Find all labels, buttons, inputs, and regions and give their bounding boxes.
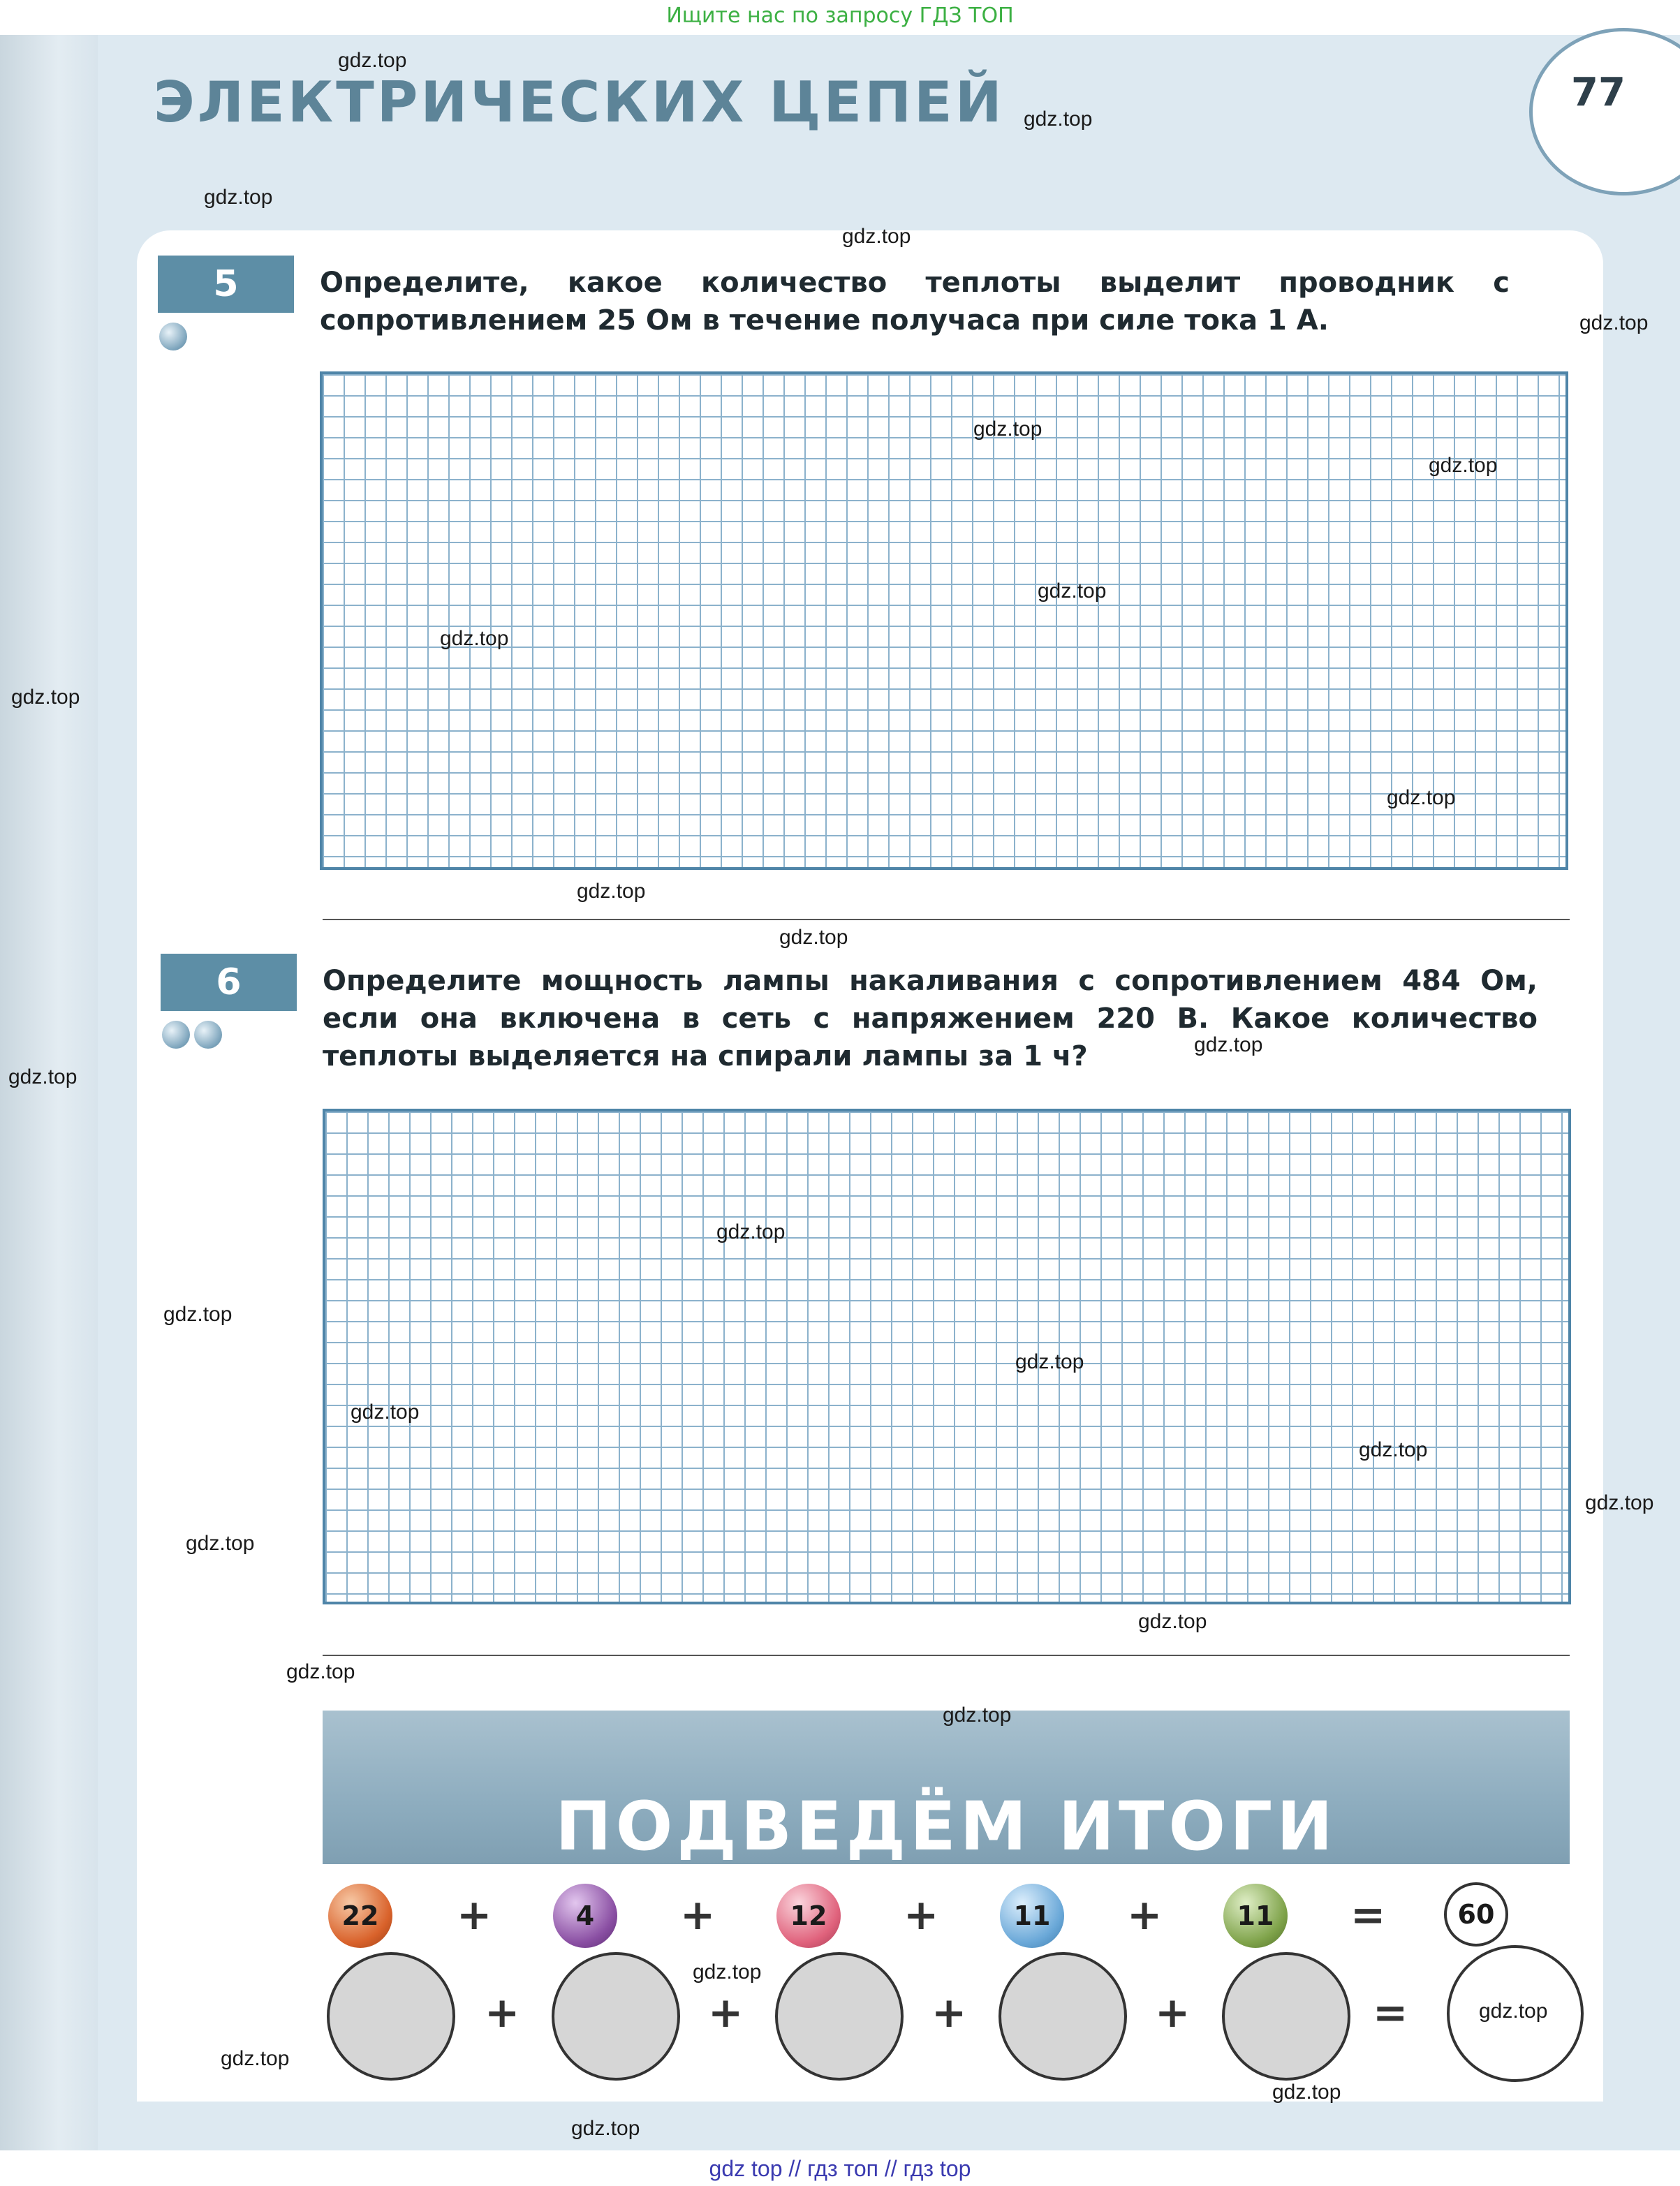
plus-sign: + bbox=[457, 1891, 492, 1940]
watermark: gdz.top bbox=[1015, 1350, 1084, 1373]
score-input-circle[interactable] bbox=[1222, 1952, 1350, 2081]
score-ball: 4 bbox=[553, 1884, 617, 1948]
score-ball: 11 bbox=[1000, 1884, 1064, 1948]
task-6-divider bbox=[323, 1655, 1570, 1656]
footer-links[interactable]: gdz top // гдз топ // гдз top bbox=[709, 2156, 971, 2181]
watermark: gdz.top bbox=[221, 2047, 290, 2070]
watermark: gdz.top bbox=[163, 1303, 233, 1326]
watermark: gdz.top bbox=[1272, 2081, 1341, 2104]
chapter-title: ЭЛЕКТРИЧЕСКИХ ЦЕПЕЙ bbox=[154, 70, 1005, 135]
watermark: gdz.top bbox=[973, 418, 1042, 441]
page-number: 77 bbox=[1571, 70, 1626, 115]
task-6-badge: 6 bbox=[161, 954, 297, 1011]
score-ball: 12 bbox=[776, 1884, 841, 1948]
plus-sign: + bbox=[931, 1988, 967, 2037]
plus-sign: + bbox=[1155, 1988, 1191, 2037]
equals-sign: = bbox=[1350, 1891, 1386, 1940]
search-banner[interactable]: Ищите нас по запросу ГДЗ ТОП bbox=[666, 3, 1014, 28]
total-score: 60 bbox=[1444, 1882, 1508, 1947]
plus-sign: + bbox=[904, 1891, 939, 1940]
difficulty-dot bbox=[194, 1021, 222, 1049]
equals-sign: = bbox=[1373, 1988, 1408, 2037]
watermark: gdz.top bbox=[716, 1220, 786, 1243]
watermark: gdz.top bbox=[779, 926, 848, 949]
watermark: gdz.top bbox=[8, 1065, 78, 1088]
score-input-circle[interactable] bbox=[552, 1952, 680, 2081]
watermark: gdz.top bbox=[186, 1532, 255, 1555]
score-input-circle[interactable] bbox=[327, 1952, 455, 2081]
watermark: gdz.top bbox=[1038, 579, 1107, 603]
watermark: gdz.top bbox=[351, 1401, 420, 1424]
summary-title: ПОДВЕДЁМ ИТОГИ bbox=[555, 1787, 1337, 1866]
watermark: gdz.top bbox=[577, 880, 646, 903]
watermark: gdz.top bbox=[1359, 1438, 1428, 1461]
score-input-circle[interactable] bbox=[999, 1952, 1127, 2081]
task-6-text: Определите мощность лампы накаливания с сопротивлением 484 Ом, если она включена в сеть с напряжением 220 В. Какое количество теплоты выделяется на спирали лампы за 1 ч? bbox=[323, 965, 1538, 1072]
watermark: gdz.top bbox=[11, 686, 80, 709]
watermark: gdz.top bbox=[440, 627, 509, 650]
score-ball: 11 bbox=[1223, 1884, 1288, 1948]
task-5-badge: 5 bbox=[158, 256, 294, 313]
watermark: gdz.top bbox=[1585, 1491, 1654, 1514]
watermark: gdz.top bbox=[1479, 2000, 1548, 2023]
task-5-text: Определите, какое количество теплоты выделит проводник с сопротивлением 25 Ом в течение получаса при силе тока 1 А. bbox=[320, 267, 1510, 337]
plus-sign: + bbox=[680, 1891, 716, 1940]
watermark: gdz.top bbox=[842, 225, 911, 248]
watermark: gdz.top bbox=[1194, 1033, 1263, 1056]
watermark: gdz.top bbox=[286, 1660, 355, 1683]
difficulty-dot bbox=[159, 323, 187, 350]
plus-sign: + bbox=[1127, 1891, 1163, 1940]
task-5-divider bbox=[323, 919, 1570, 920]
task-5-answer-grid[interactable] bbox=[320, 371, 1568, 870]
watermark: gdz.top bbox=[1138, 1610, 1207, 1633]
task-6-answer-grid[interactable] bbox=[323, 1109, 1571, 1604]
watermark: gdz.top bbox=[1387, 786, 1456, 809]
watermark: gdz.top bbox=[571, 2117, 640, 2140]
watermark: gdz.top bbox=[1429, 454, 1498, 477]
score-ball: 22 bbox=[328, 1884, 392, 1948]
plus-sign: + bbox=[708, 1988, 744, 2037]
watermark: gdz.top bbox=[1024, 108, 1093, 131]
watermark: gdz.top bbox=[943, 1704, 1012, 1727]
watermark: gdz.top bbox=[204, 186, 273, 209]
watermark: gdz.top bbox=[1579, 311, 1649, 334]
plus-sign: + bbox=[485, 1988, 520, 2037]
difficulty-dot bbox=[162, 1021, 190, 1049]
watermark: gdz.top bbox=[338, 49, 407, 72]
book-gutter bbox=[0, 35, 98, 2150]
score-input-circle[interactable] bbox=[775, 1952, 904, 2081]
watermark: gdz.top bbox=[693, 1960, 762, 1984]
